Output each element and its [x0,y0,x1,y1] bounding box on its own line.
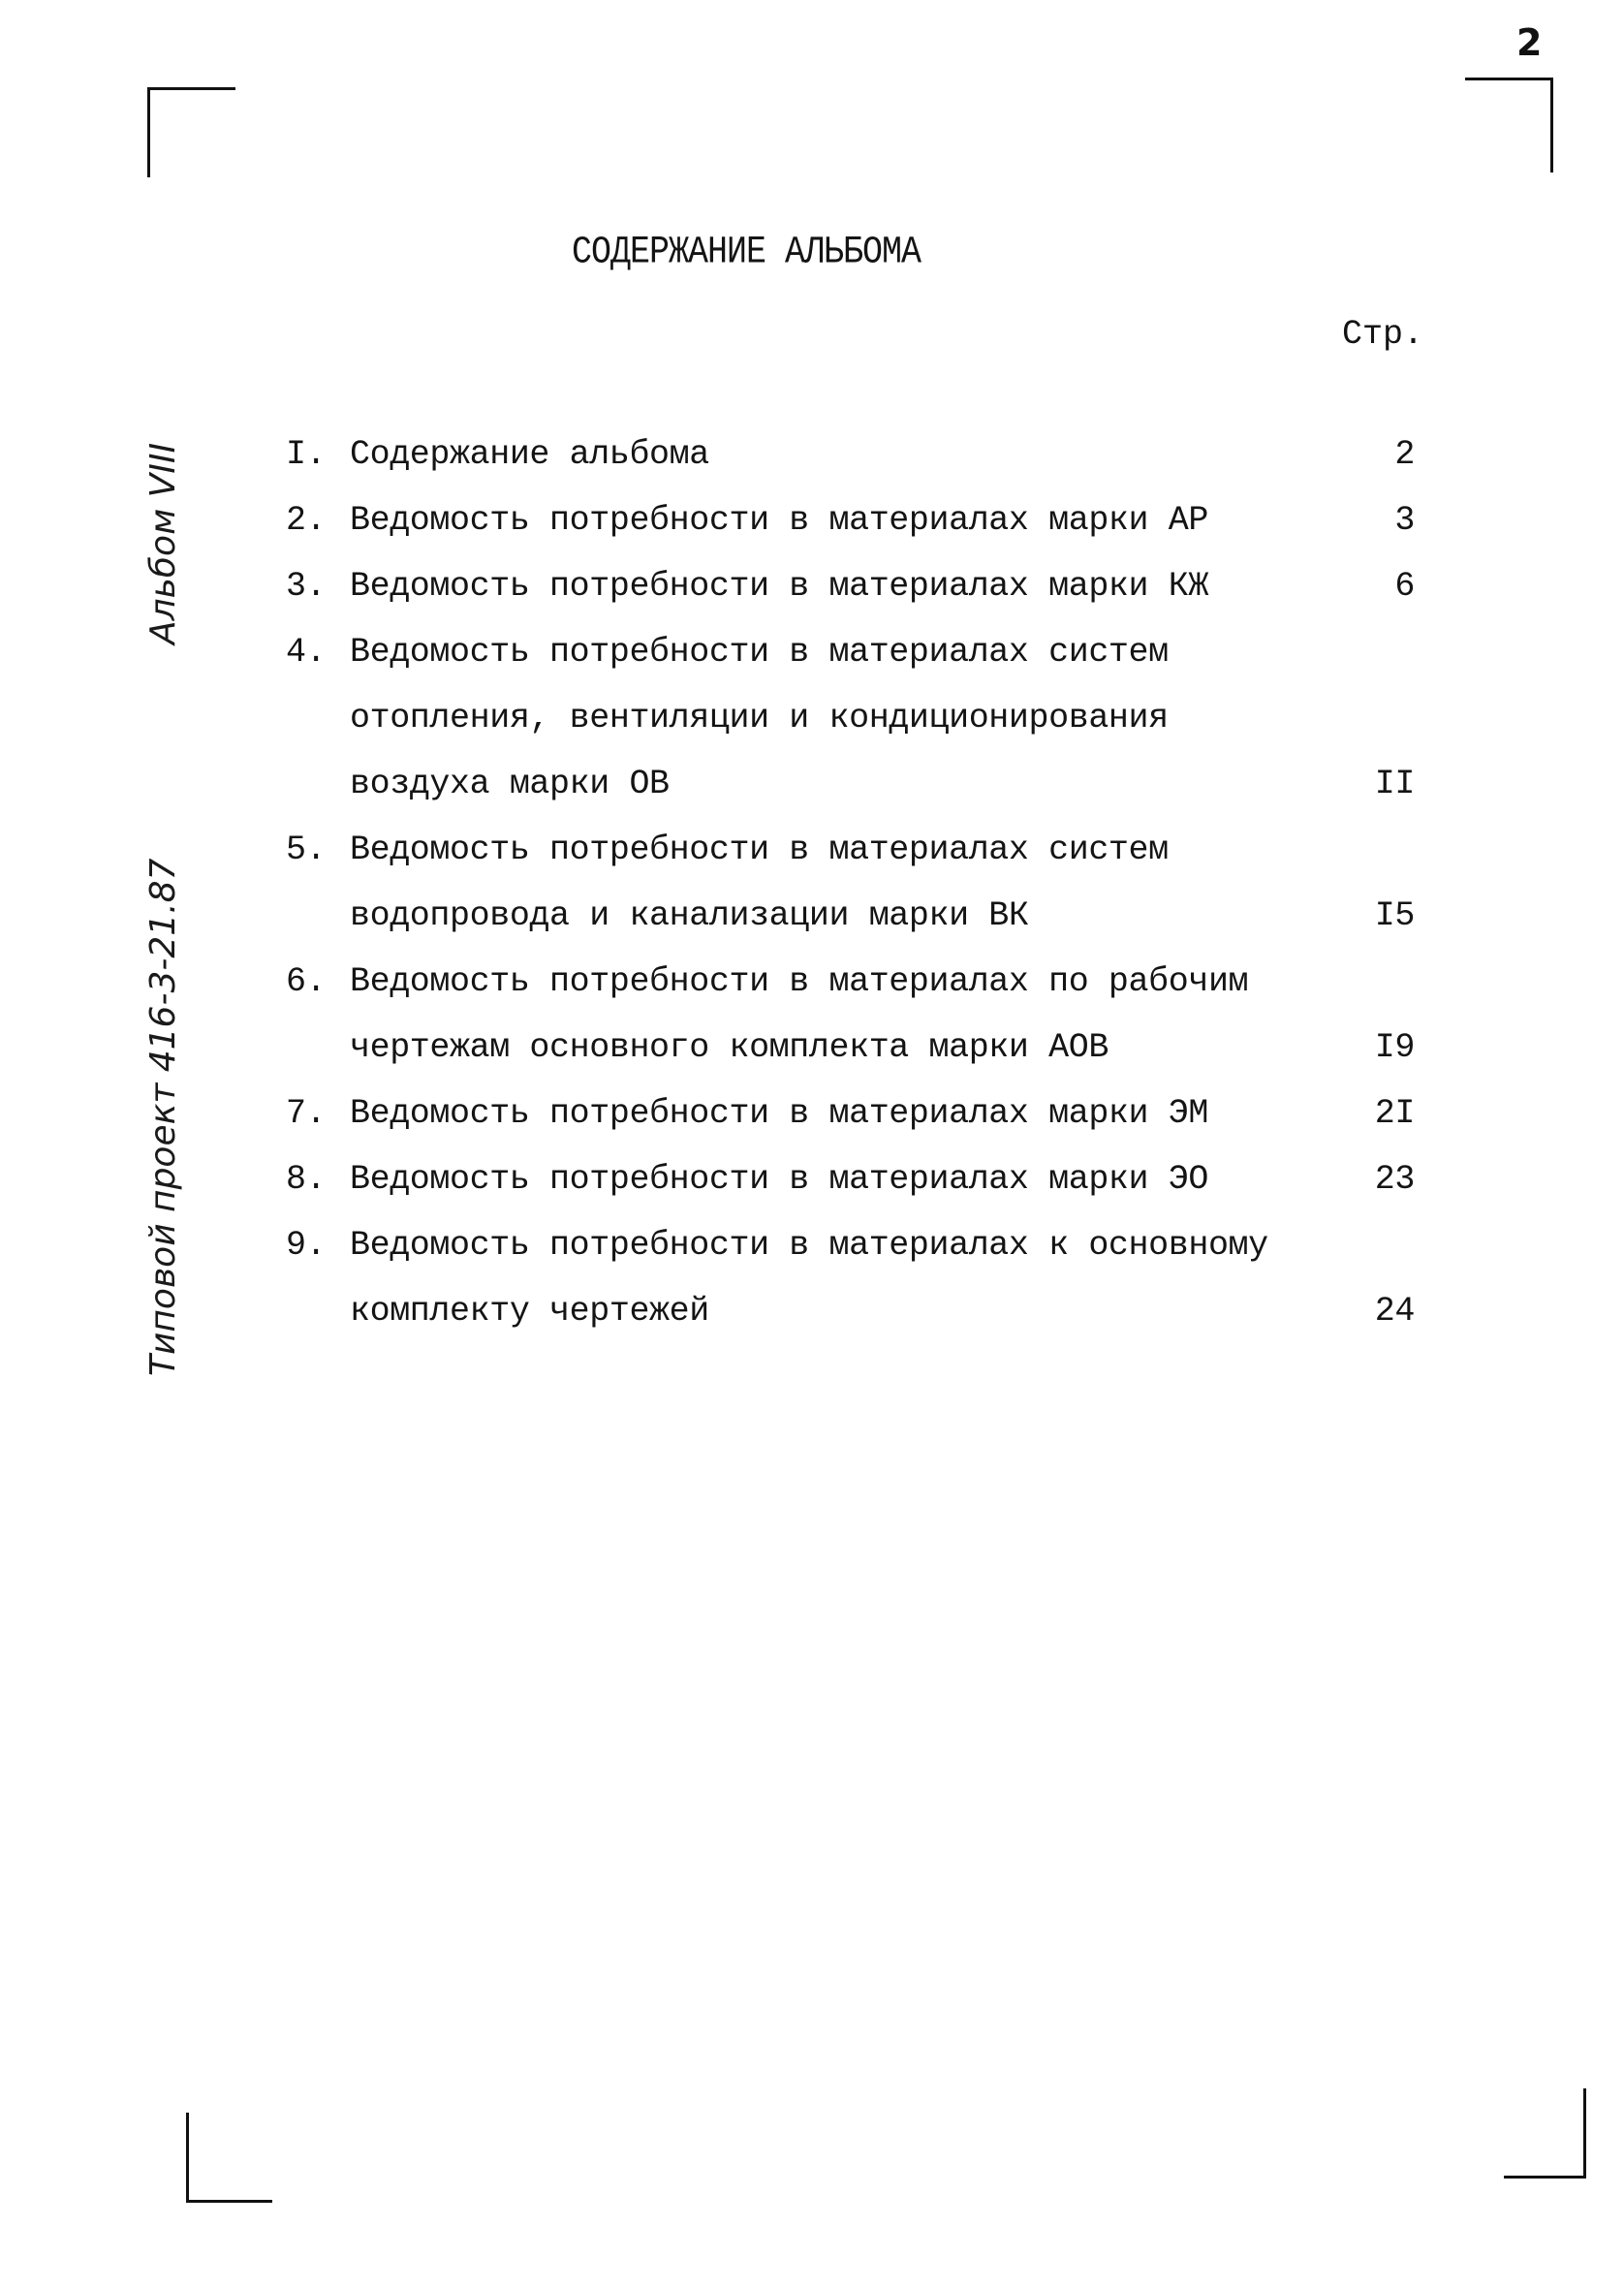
toc-line [286,827,1415,893]
toc-item-text: отопления, вентиляции и кондиционирования [350,699,1169,737]
toc-item-text: Ведомость потребности в материалах марки КЖ [350,567,1208,606]
toc-item [286,827,1415,958]
toc-item-text: Ведомость потребности в материалах марки АР [350,501,1208,540]
toc-item-text: воздуха марки ОВ [350,765,670,803]
toc-item-page: 3 [1394,501,1415,540]
toc-item-text: Ведомость потребности в материалах по рабочим [350,962,1249,1001]
toc-item [286,497,1415,563]
toc-line [286,958,1415,1024]
toc-item-text: водопровода и канализации марки ВК [350,896,1029,935]
toc-item-page: I5 [1374,896,1415,935]
page-number: 2 [1516,21,1543,64]
toc-item [286,431,1415,497]
toc-line [286,695,1415,761]
toc-item-text: чертежам основного комплекта марки АОВ [350,1028,1109,1067]
toc-item-page: II [1374,765,1415,803]
table-of-contents [286,431,1415,1354]
toc-line [286,1024,1415,1090]
toc-item-number: 8. [286,1160,327,1199]
corner-mark-top-left [147,87,235,177]
toc-item-number: 2. [286,501,327,540]
toc-line [286,629,1415,695]
side-note-album: Альбом VIII [143,442,183,644]
toc-item-text: Содержание альбома [350,435,709,474]
toc-item [286,563,1415,629]
toc-line [286,1288,1415,1354]
toc-item-number: 9. [286,1226,327,1265]
toc-item-number: 3. [286,567,327,606]
toc-line [286,563,1415,629]
toc-item-page: 2 [1394,435,1415,474]
pages-column-header: Стр. [1342,315,1424,354]
toc-item-page: 6 [1394,567,1415,606]
corner-mark-bottom-right [1504,2088,1586,2179]
toc-line [286,1156,1415,1222]
toc-item-text: Ведомость потребности в материалах марки ЭМ [350,1094,1208,1133]
toc-item-number: 5. [286,831,327,869]
toc-item-page: 23 [1374,1160,1415,1199]
toc-item-page: I9 [1374,1028,1415,1067]
toc-line [286,1222,1415,1288]
toc-line [286,893,1415,958]
toc-item-text: Ведомость потребности в материалах марки ЭО [350,1160,1208,1199]
toc-item-number: 4. [286,633,327,672]
toc-item-number: I. [286,435,327,474]
corner-mark-top-right [1465,78,1553,172]
corner-mark-bottom-left [186,2113,272,2203]
toc-item-text: Ведомость потребности в материалах к основному [350,1226,1268,1265]
toc-line [286,497,1415,563]
toc-item [286,1090,1415,1156]
toc-item [286,1156,1415,1222]
toc-item-text: комплекту чертежей [350,1292,709,1331]
toc-item-number: 7. [286,1094,327,1133]
toc-item-number: 6. [286,962,327,1001]
toc-item-text: Ведомость потребности в материалах систем [350,633,1169,672]
toc-item [286,958,1415,1090]
toc-item-page: 2I [1374,1094,1415,1133]
toc-item-page: 24 [1374,1292,1415,1331]
toc-item-text: Ведомость потребности в материалах систем [350,831,1169,869]
toc-line [286,431,1415,497]
toc-item [286,1222,1415,1354]
toc-line [286,761,1415,827]
toc-line [286,1090,1415,1156]
side-note-project: Типовой проект 416-3-21.87 [143,858,183,1376]
toc-item [286,629,1415,827]
page-title: СОДЕРЖАНИЕ АЛЬБОМА [571,230,921,274]
